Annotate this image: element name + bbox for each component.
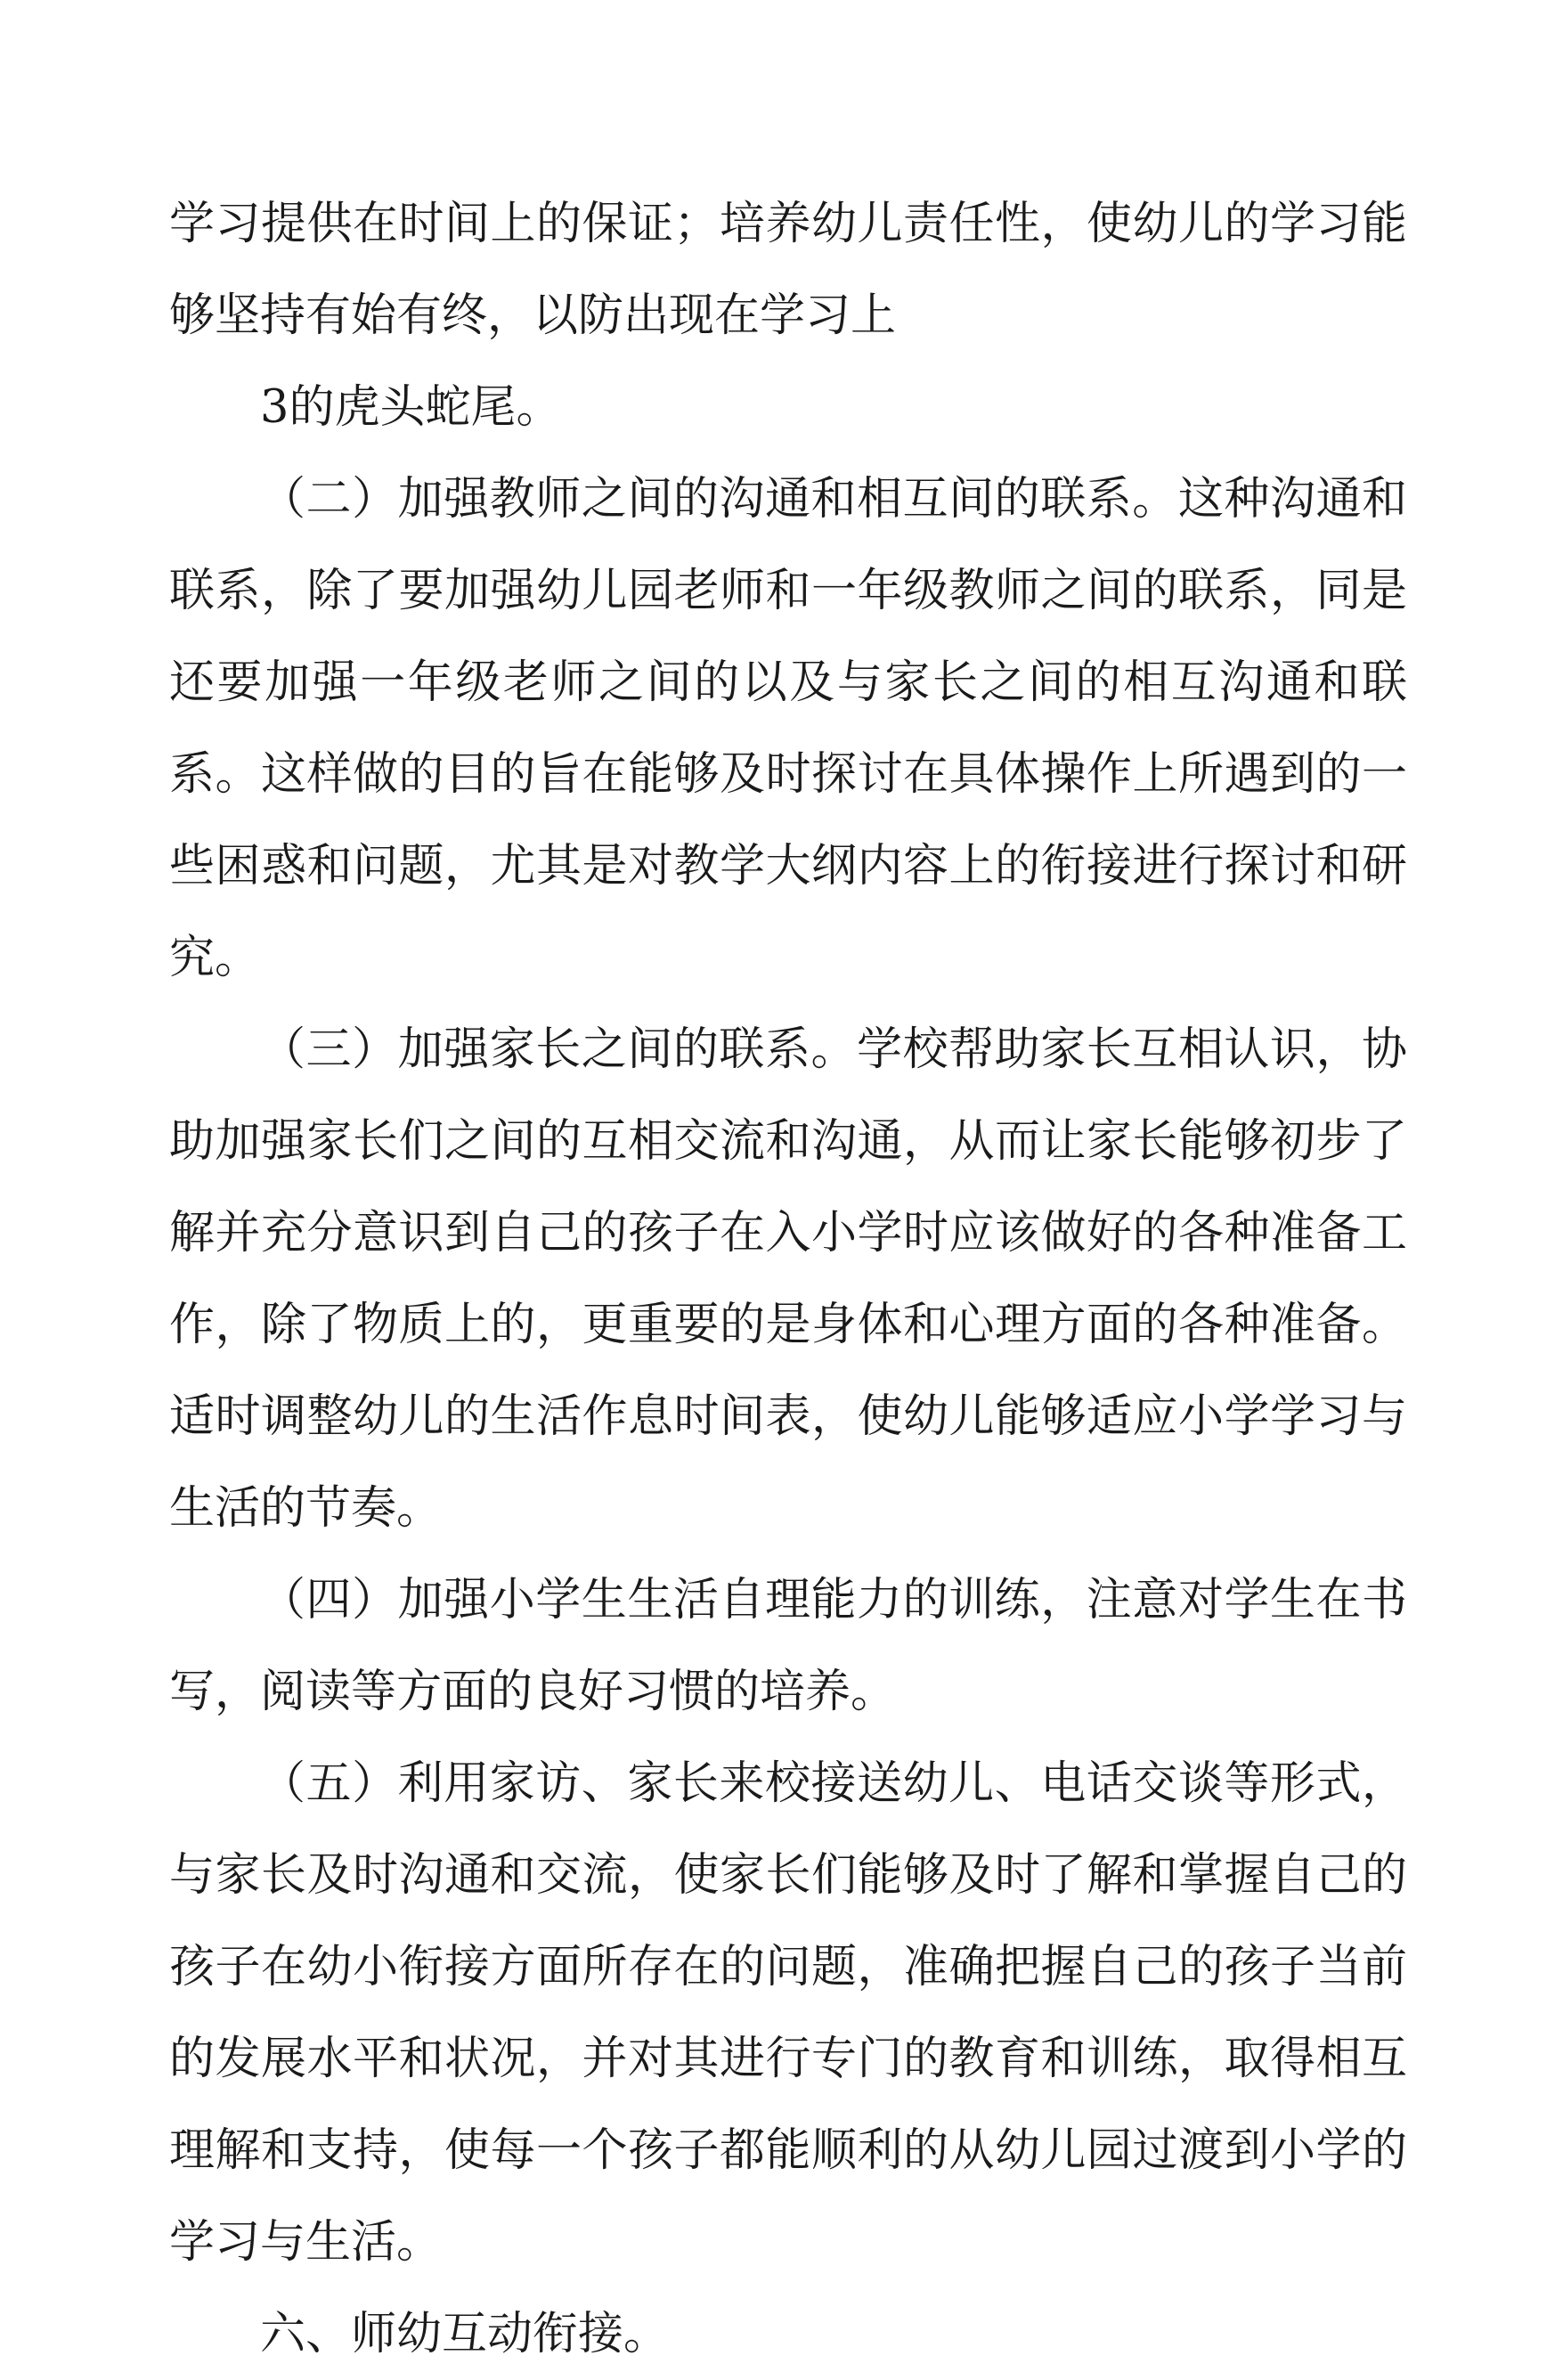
paragraph-continuation: 学习提供在时间上的保证；培养幼儿责任性，使幼儿的学习能够坚持有始有终，以防出现在学习上 [169,198,1407,342]
document-body [169,178,1407,2380]
paragraph-section-4: （四）加强小学生生活自理能力的训练，注意对学生在书写，阅读等方面的良好习惯的培养。 [169,1574,1407,1718]
paragraph-section-2: （二）加强教师之间的沟通和相互间的联系。这种沟通和联系，除了要加强幼儿园老师和一年级教师之间的联系，同是还要加强一年级老师之间的以及与家长之间的相互沟通和联系。这样做的目的旨在能够及时探讨在具体操作上所遇到的一些困惑和问题，尤其是对教学大纲内容上的衔接进行探讨和研究。 [169,473,1407,984]
paragraph-fragment: 3的虎头蛇尾。 [260,381,562,434]
section-heading-6: 六、师幼互动衔接。 [260,2308,670,2360]
paragraph-section-5: （五）利用家访、家长来校接送幼儿、电话交谈等形式，与家长及时沟通和交流，使家长们能够及时了解和掌握自己的孩子在幼小衔接方面所存在的问题，准确把握自己的孩子当前的发展水平和状况，并对其进行专门的教育和训练，取得相互理解和支持，使每一个孩子都能顺利的从幼儿园过渡到小学的学习与生活。 [169,1757,1407,2269]
paragraph-section-3: （三）加强家长之间的联系。学校帮助家长互相认识，协助加强家长们之间的互相交流和沟通，从而让家长能够初步了解并充分意识到自己的孩子在入小学时应该做好的各种准备工作，除了物质上的，更重要的是身体和心理方面的各种准备。适时调整幼儿的生活作息时间表，使幼儿能够适应小学学习与生活的节奏。 [169,1023,1407,1535]
